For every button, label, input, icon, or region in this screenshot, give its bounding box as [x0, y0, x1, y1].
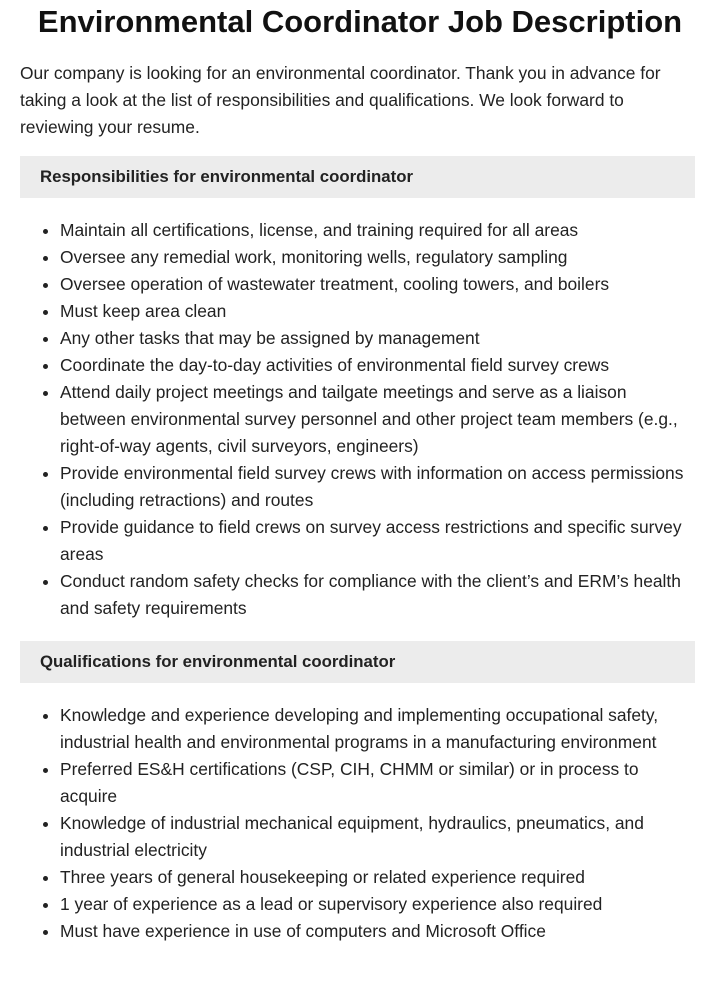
list-item: • Preferred ES&H certifications (CSP, CIH, CHMM or similar) or in process to acquire	[60, 756, 685, 810]
list-item: • 1 year of experience as a lead or supervisory experience also required	[60, 891, 685, 918]
qualifications-heading: Qualifications for environmental coordinator	[20, 641, 695, 683]
list-item: • Knowledge of industrial mechanical equipment, hydraulics, pneumatics, and industrial electricity	[60, 810, 685, 864]
list-item: • Three years of general housekeeping or related experience required	[60, 864, 685, 891]
responsibilities-list	[20, 217, 685, 622]
list-item: • Attend daily project meetings and tailgate meetings and serve as a liaison between environmental survey personnel and other project team members (e.g., right-of-way agents, civil surveyors, engineers)	[60, 379, 685, 460]
list-item: • Provide guidance to field crews on survey access restrictions and specific survey areas	[60, 514, 685, 568]
qualifications-list	[20, 702, 685, 945]
intro-paragraph: Our company is looking for an environmental coordinator. Thank you in advance for taking a look at the list of responsibilities and qualifications. We look forward to reviewing your resume.	[20, 63, 661, 137]
responsibilities-heading: Responsibilities for environmental coordinator	[20, 156, 695, 198]
list-item: • Any other tasks that may be assigned by management	[60, 325, 685, 352]
list-item: • Knowledge and experience developing and implementing occupational safety, industrial health and environmental programs in a manufacturing environment	[60, 702, 685, 756]
list-item: • Coordinate the day-to-day activities of environmental field survey crews	[60, 352, 685, 379]
page-title: Environmental Coordinator Job Description	[37, 4, 683, 39]
list-item: • Oversee operation of wastewater treatment, cooling towers, and boilers	[60, 271, 685, 298]
list-item: • Conduct random safety checks for compliance with the client’s and ERM’s health and safety requirements	[60, 568, 685, 622]
list-item: • Must keep area clean	[60, 298, 685, 325]
list-item: • Oversee any remedial work, monitoring wells, regulatory sampling	[60, 244, 685, 271]
list-item: • Must have experience in use of computers and Microsoft Office	[60, 918, 685, 945]
list-item: • Maintain all certifications, license, and training required for all areas	[60, 217, 685, 244]
list-item: • Provide environmental field survey crews with information on access permissions (including retractions) and routes	[60, 460, 685, 514]
